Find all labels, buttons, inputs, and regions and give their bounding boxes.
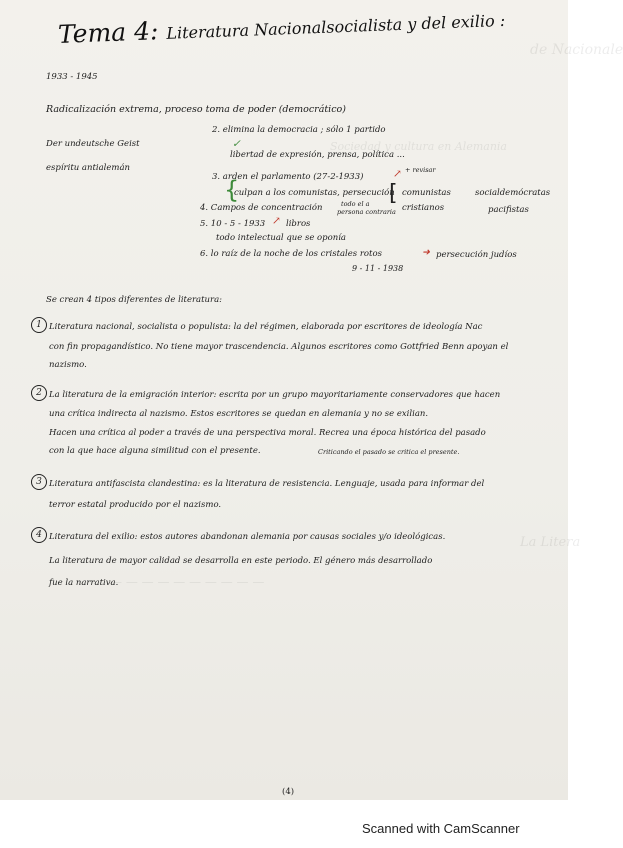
group-pacifists: pacifistas	[488, 205, 529, 215]
item-4-line-1: Literatura del exilio: estos autores abandonan alemania por causas sociales y/o ideológicas.	[49, 532, 446, 542]
item-2-side-note: Criticando el pasado se critica el presente.	[318, 448, 460, 456]
types-intro: Se crean 4 tipos diferentes de literatura:	[46, 295, 223, 305]
item-4-line-2: La literatura de mayor calidad se desarrolla en este periodo. El género más desarrollado	[49, 556, 433, 566]
show-through: de Nacionale	[530, 42, 623, 58]
item-2-line-4: con la que hace alguna similitud con el presente.	[49, 446, 261, 456]
number-4-icon: 4	[31, 527, 47, 543]
show-through: La Litera	[520, 535, 581, 550]
step-5-detail: todo intelectual que se oponía	[216, 233, 346, 243]
step-6: 6. lo raíz de la noche de los cristales rotos	[200, 249, 382, 259]
title-main: Tema 4:	[57, 16, 159, 49]
step-4: 4. Campos de concentración	[200, 203, 323, 213]
step-4-note-2: persona contraria	[337, 208, 396, 216]
scanner-watermark: Scanned with CamScanner	[362, 821, 520, 836]
number-3-icon: 3	[31, 474, 47, 490]
item-2-line-2: una crítica indirecta al nazismo. Estos escritores se quedan en alemania y no se exilian.	[49, 409, 429, 419]
step-2-detail: libertad de expresión, prensa, política ...	[230, 150, 405, 160]
show-through: Sociedad y cultura en Alemania	[330, 140, 507, 153]
german-phrase: Der undeutsche Geist	[46, 139, 140, 149]
item-3-line-2: terror estatal producido por el nazismo.	[49, 500, 222, 510]
arrow-icon: ↗	[393, 168, 402, 180]
german-translation: espíritu antialemán	[46, 163, 131, 173]
group-socialdemocrats: socialdemócratas	[475, 188, 551, 198]
show-through: — — — — — — — — — —	[110, 575, 265, 589]
group-communists: comunistas	[402, 188, 451, 198]
title-rest: Literatura Nacionalsocialista y del exilio :	[166, 10, 506, 43]
step-6-date: 9 - 11 - 1938	[352, 264, 404, 273]
step-5: 5. 10 - 5 - 1933	[200, 219, 266, 229]
group-christians: cristianos	[402, 203, 445, 213]
intro-line: Radicalización extrema, proceso toma de poder (democrático)	[46, 104, 346, 115]
item-1-line-2: con fin propagandístico. No tiene mayor trascendencia. Algunos escritores como Gottfried Benn apoyan el	[49, 342, 509, 352]
step-5-after: libros	[286, 219, 311, 229]
step-3-note: + revisar	[405, 166, 436, 174]
step-2: 2. elimina la democracia ; sólo 1 partido	[212, 125, 386, 135]
page-number: (4)	[282, 787, 295, 797]
step-3: 3. arden el parlamento (27-2-1933)	[212, 172, 364, 182]
green-brace-icon: {	[224, 176, 240, 204]
item-3-line-1: Literatura antifascista clandestina: es la literatura de resistencia. Lenguaje, usada para informar del	[49, 479, 485, 489]
step-6-after: persecución judíos	[436, 250, 517, 260]
arrow-right-icon: ➜	[422, 247, 430, 258]
arrow-icon: ↗	[272, 215, 281, 227]
step-4-note-1: todo el a	[341, 200, 370, 208]
item-2-line-3: Hacen una crítica al poder a través de una perspectiva moral. Recrea una época histórica del pasado	[49, 428, 486, 438]
item-1-line-1: Literatura nacional, socialista o populista: la del régimen, elaborada por escritores de ideología Nac	[49, 322, 483, 332]
number-1-icon: 1	[31, 317, 47, 333]
page-title	[57, 3, 505, 49]
item-4-line-3: fue la narrativa.	[49, 578, 119, 588]
check-icon: ✓	[232, 138, 241, 150]
bracket-icon: [	[389, 181, 398, 206]
item-2-line-1: La literatura de la emigración interior: escrita por un grupo mayoritariamente conservadores que hacen	[49, 390, 501, 400]
years: 1933 - 1945	[46, 72, 98, 82]
item-1-line-3: nazismo.	[49, 360, 87, 370]
step-3-detail: culpan a los comunistas, persecución	[234, 188, 395, 198]
number-2-icon: 2	[31, 385, 47, 401]
